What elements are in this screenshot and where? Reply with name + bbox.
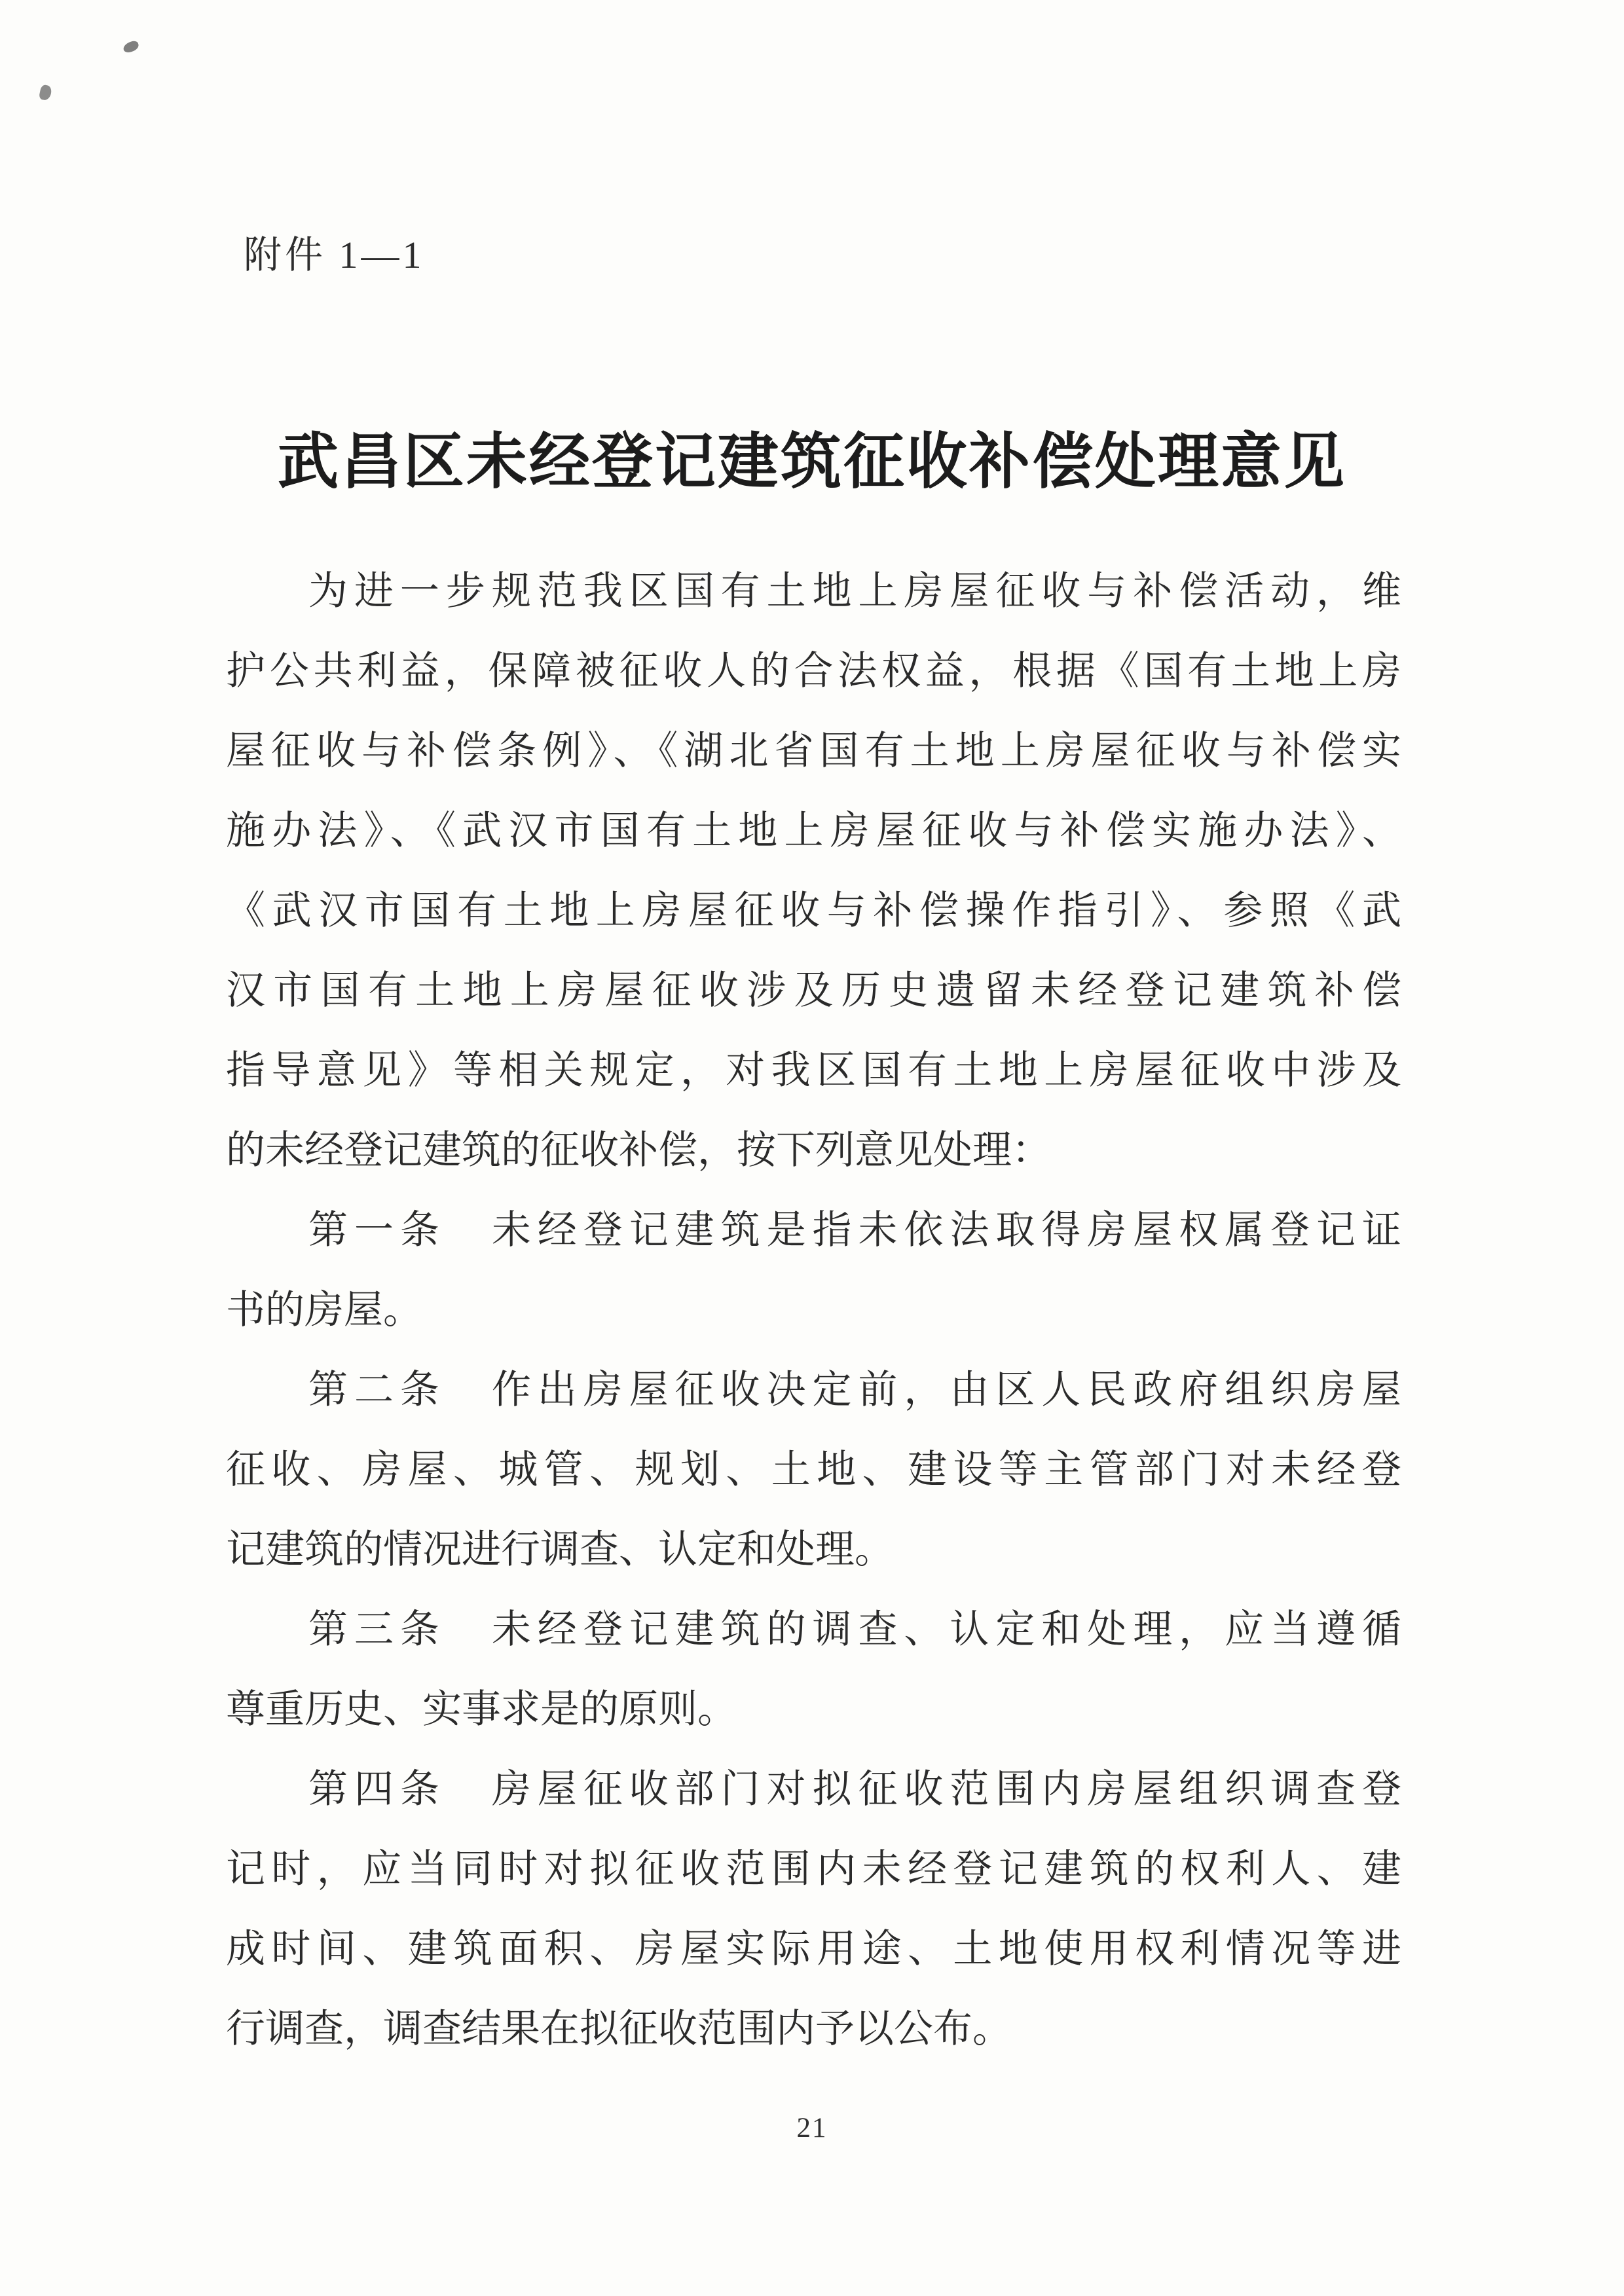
body-line: 成时间、建筑面积、房屋实际用途、土地使用权利情况等进 — [226, 1927, 1401, 1971]
attachment-label: 附件 1—1 — [244, 234, 425, 276]
body-line: 第四条 房屋征收部门对拟征收范围内房屋组织调查登 — [308, 1768, 1401, 1811]
body-line: 书的房屋。 — [226, 1288, 422, 1332]
body-line: 征收、房屋、城管、规划、土地、建设等主管部门对未经登 — [226, 1448, 1401, 1491]
body-line: 指导意见》等相关规定，对我区国有土地上房屋征收中涉及 — [226, 1049, 1401, 1092]
body-line: 施办法》、《武汉市国有土地上房屋征收与补偿实施办法》、 — [226, 809, 1401, 852]
body-line: 记建筑的情况进行调查、认定和处理。 — [226, 1528, 894, 1571]
document-body — [226, 551, 1401, 2069]
body-line: 第二条 作出房屋征收决定前，由区人民政府组织房屋 — [308, 1368, 1401, 1412]
scan-speck — [122, 40, 139, 54]
scan-speck — [39, 84, 52, 101]
body-line: 的未经登记建筑的征收补偿，按下列意见处理： — [226, 1129, 1051, 1172]
body-line: 记时，应当同时对拟征收范围内未经登记建筑的权利人、建 — [226, 1848, 1401, 1891]
body-line: 汉市国有土地上房屋征收涉及历史遗留未经登记建筑补偿 — [226, 969, 1401, 1012]
document-title: 武昌区未经登记建筑征收补偿处理意见 — [278, 429, 1346, 497]
body-line: 《武汉市国有土地上房屋征收与补偿操作指引》、参照《武 — [226, 889, 1401, 932]
body-line: 护公共利益，保障被征收人的合法权益，根据《国有土地上房 — [226, 649, 1401, 693]
body-line: 为进一步规范我区国有土地上房屋征收与补偿活动，维 — [308, 570, 1401, 613]
body-line: 屋征收与补偿条例》、《湖北省国有土地上房屋征收与补偿实 — [226, 729, 1401, 773]
body-line: 尊重历史、实事求是的原则。 — [226, 1688, 737, 1731]
body-line: 第三条 未经登记建筑的调查、认定和处理，应当遵循 — [308, 1608, 1401, 1651]
body-line: 第一条 未经登记建筑是指未依法取得房屋权属登记证 — [308, 1209, 1401, 1252]
body-line: 行调查，调查结果在拟征收范围内予以公布。 — [226, 2007, 1012, 2050]
page-number: 21 — [796, 2113, 828, 2143]
